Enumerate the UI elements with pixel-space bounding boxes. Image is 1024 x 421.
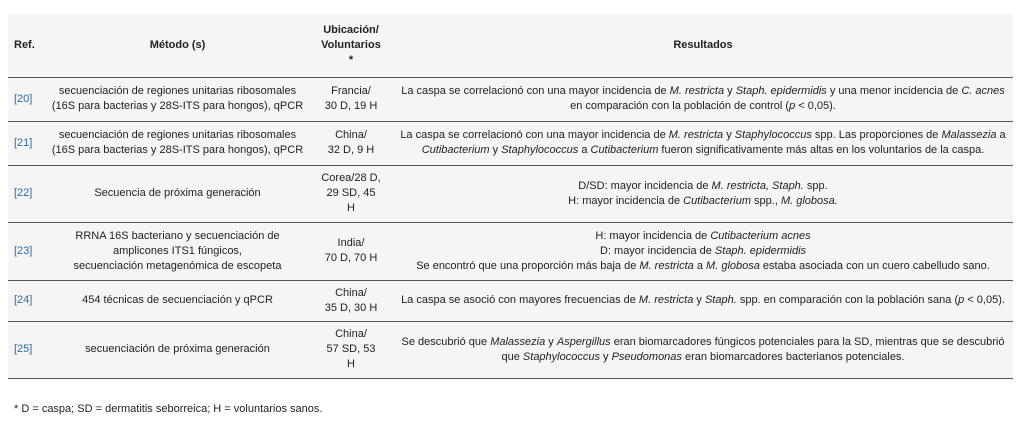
location-cell-line: China/ <box>335 328 367 340</box>
results-text: eran biomarcadores bacterianos potenciales. <box>681 350 905 363</box>
table-row <box>8 165 1013 222</box>
results-text: y <box>599 350 612 363</box>
results-text: spp. Las proporciones de <box>811 129 942 141</box>
location-cell <box>309 121 393 165</box>
results-italic-text: Cutibacterium acnes <box>710 229 811 242</box>
results-text: y <box>724 85 736 97</box>
location-cell <box>309 77 393 121</box>
results-italic-text: M. restricta <box>668 129 724 141</box>
results-italic-text: Cutibacterium <box>683 194 751 207</box>
results-italic-text: p <box>789 100 796 112</box>
method-cell <box>46 280 309 321</box>
method-cell-line: secuenciación de regiones unitarias ribosomales <box>58 85 297 97</box>
results-italic-text: Cutibacterium <box>590 144 659 156</box>
method-cell-line: secuenciación metagenómica de escopeta <box>73 259 282 272</box>
results-italic-text: Staph. epidermidis <box>714 244 807 257</box>
method-cell-line: Secuencia de próxima generación <box>94 187 261 199</box>
results-italic-text: Cutibacterium <box>421 144 490 156</box>
results-italic-text: Staph. <box>704 294 737 306</box>
results-italic-text: Pseudomonas <box>611 350 682 363</box>
results-text: Se descubrió que <box>401 335 491 348</box>
results-text: spp., <box>750 194 781 207</box>
results-text: H: mayor incidencia de <box>595 229 711 242</box>
location-cell <box>309 321 393 378</box>
table-row <box>8 321 1013 378</box>
results-text: a <box>693 259 707 272</box>
results-cell <box>393 321 1013 378</box>
results-text: < 0,05). <box>964 294 1005 306</box>
results-cell <box>393 121 1013 165</box>
results-text: spp. <box>803 179 828 192</box>
location-cell-line: China/ <box>335 286 367 299</box>
method-cell-line: amplicones ITS1 fúngicos, <box>112 244 242 257</box>
reference-link[interactable]: [24] <box>8 280 46 321</box>
reference-link[interactable]: [21] <box>8 121 46 165</box>
table-row <box>8 77 1013 121</box>
reference-link[interactable]: [20] <box>8 77 46 121</box>
reference-link[interactable]: [25] <box>8 321 46 378</box>
results-italic-text: p <box>958 294 965 306</box>
method-cell-line: 454 técnicas de secuenciación y qPCR <box>82 294 273 306</box>
results-table <box>8 14 1013 379</box>
method-cell <box>46 121 309 165</box>
location-cell-line: 32 D, 9 H <box>327 144 375 156</box>
results-italic-text: Malassezia <box>941 129 997 141</box>
location-cell-line: 70 D, 70 H <box>324 252 378 264</box>
table-row <box>8 280 1013 321</box>
location-cell <box>309 280 393 321</box>
results-italic-text: Malassezia <box>490 335 546 348</box>
method-cell <box>46 77 309 121</box>
results-text: a <box>578 144 591 156</box>
location-cell <box>309 222 393 280</box>
results-text: D/SD: mayor incidencia de <box>578 179 712 192</box>
location-cell-line: 30 D, 19 H <box>324 100 378 112</box>
header-results: Resultados <box>673 38 733 51</box>
results-italic-text: M. restricta <box>638 294 694 306</box>
results-text: La caspa se correlacionó con una mayor incidencia de <box>400 129 669 141</box>
results-italic-text: M. restricta <box>639 259 694 272</box>
results-text: y <box>693 294 705 306</box>
results-text: en comparación con la población de control ( <box>570 100 790 112</box>
location-cell-line: H <box>347 358 355 370</box>
results-table-container <box>8 14 1013 379</box>
method-cell-line: (16S para bacterias y 28S-ITS para hongos), qPCR <box>51 100 304 112</box>
table-footnote: * D = caspa; SD = dermatitis seborreica; H = voluntarios sanos. <box>14 403 323 415</box>
results-italic-text: Staphylococcus <box>734 129 812 141</box>
table-header-row <box>8 14 1013 77</box>
location-cell-line: India/ <box>337 237 365 249</box>
results-italic-text: M. globosa. <box>780 194 838 207</box>
header-ref: Ref. <box>14 38 35 51</box>
results-text: que <box>501 350 523 363</box>
results-text: Se encontró que una proporción más baja de <box>416 259 640 272</box>
header-location-line1: Ubicación/ <box>323 23 379 36</box>
results-italic-text: Staph. epidermidis <box>735 85 827 97</box>
results-text: a <box>996 129 1006 141</box>
location-cell <box>309 165 393 222</box>
results-text: La caspa se asoció con mayores frecuencias de <box>401 294 639 306</box>
results-text: y una menor incidencia de <box>826 85 962 97</box>
results-text: D: mayor incidencia de <box>599 244 715 257</box>
method-cell <box>46 222 309 280</box>
results-cell <box>393 165 1013 222</box>
results-cell <box>393 77 1013 121</box>
table-row <box>8 121 1013 165</box>
location-cell-line: 57 SD, 53 <box>326 343 376 355</box>
results-italic-text: M. restricta <box>669 85 725 97</box>
results-text: estaba asociada con un cuero cabelludo sano. <box>759 259 990 272</box>
results-text: eran biomarcadores fúngicos potenciales para la SD, mientras que se descubrió <box>610 335 1005 348</box>
method-cell-line: secuenciación de próxima generación <box>85 343 270 355</box>
results-cell <box>393 222 1013 280</box>
reference-link[interactable]: [22] <box>8 165 46 222</box>
header-location <box>309 14 393 77</box>
header-method: Método (s) <box>149 38 206 51</box>
results-italic-text: Aspergillus <box>556 335 611 348</box>
location-cell-line: Corea/28 D, <box>321 172 381 184</box>
results-text: fueron significativamente más altas en los voluntarios de la caspa. <box>658 144 985 156</box>
method-cell <box>46 165 309 222</box>
results-text: y <box>545 335 557 348</box>
method-cell-line: RRNA 16S bacteriano y secuenciación de <box>75 229 280 242</box>
results-italic-text: M. restricta, Staph. <box>711 179 804 192</box>
location-cell-line: Francia/ <box>331 85 371 97</box>
results-text: La caspa se correlacionó con una mayor incidencia de <box>401 85 670 97</box>
header-location-line2: Voluntarios <box>321 38 381 51</box>
method-cell <box>46 321 309 378</box>
results-cell <box>393 280 1013 321</box>
header-location-line3: * <box>348 53 354 66</box>
results-italic-text: Staphylococcus <box>522 350 600 363</box>
method-cell-line: (16S para bacterias y 28S-ITS para hongos), qPCR <box>51 144 304 156</box>
location-cell-line: China/ <box>335 129 367 141</box>
results-text: < 0,05). <box>795 100 836 112</box>
results-italic-text: C. acnes <box>961 85 1005 97</box>
table-row <box>8 222 1013 280</box>
location-cell-line: H <box>347 202 355 214</box>
results-text: spp. en comparación con la población sana ( <box>736 294 959 306</box>
results-text: H: mayor incidencia de <box>568 194 684 207</box>
method-cell-line: secuenciación de regiones unitarias ribosomales <box>58 129 297 141</box>
results-italic-text: Staphylococcus <box>501 144 579 156</box>
results-italic-text: M. globosa <box>706 259 760 272</box>
reference-link[interactable]: [23] <box>8 222 46 280</box>
location-cell-line: 35 D, 30 H <box>324 301 378 314</box>
location-cell-line: 29 SD, 45 <box>326 187 376 199</box>
results-text: y <box>489 144 502 156</box>
results-text: y <box>723 129 735 141</box>
